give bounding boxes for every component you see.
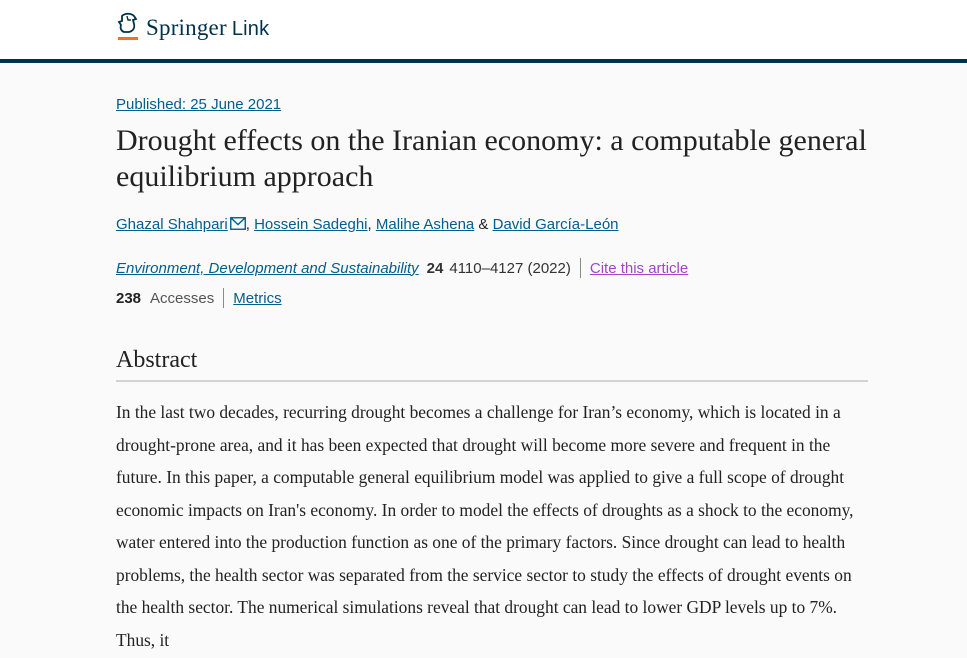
author-ampersand: &	[474, 216, 493, 233]
email-icon[interactable]	[230, 217, 246, 234]
journal-volume: 24	[426, 259, 444, 277]
top-header	[0, 0, 967, 63]
abstract-heading: Abstract	[116, 347, 868, 382]
cite-this-article-link[interactable]: Cite this article	[589, 259, 689, 277]
author-link-4[interactable]: David García-León	[492, 216, 619, 233]
journal-pages: 4110–4127 (2022)	[449, 259, 571, 277]
author-link-3[interactable]: Malihe Ashena	[375, 216, 475, 233]
divider	[223, 288, 224, 308]
author-separator: ,	[245, 216, 255, 233]
author-list	[116, 216, 619, 234]
author-link-1[interactable]: Ghazal Shahpari	[116, 216, 228, 233]
divider	[580, 258, 581, 278]
article-title: Drought effects on the Iranian economy: a computable general equilibrium approach	[116, 124, 867, 193]
published-date-link[interactable]: Published: 25 June 2021	[116, 96, 282, 113]
metrics-line	[116, 288, 282, 308]
brand-wordmark	[146, 15, 269, 41]
springer-link-logo[interactable]	[116, 12, 269, 44]
accesses-count: 238	[116, 289, 142, 307]
accesses-label: Accesses	[150, 289, 215, 307]
brand-name: Springer	[146, 15, 227, 40]
author-separator: ,	[367, 216, 376, 233]
abstract-text: In the last two decades, recurring drought becomes a challenge for Iran’s economy, which is located in a drought-prone area, and it has been expected that drought will become more severe and frequent in the future. In this paper, a computable general equilibrium model was applied to give a full scope of drought economic impacts on Iran's economy. In order to model the effects of droughts as a shock to the economy, water entered into the production function as one of the primary factors. Since drought can lead to health problems, the health sector was separated from the service sector to study the effects of drought events on the health sector. The numerical simulations reveal that drought can lead to lower GDP levels up to 7%. Thus, it	[116, 402, 854, 650]
journal-link[interactable]: Environment, Development and Sustainability	[116, 259, 419, 277]
citation-line	[116, 258, 688, 278]
author-link-2[interactable]: Hossein Sadeghi	[254, 216, 368, 233]
metrics-link[interactable]: Metrics	[233, 289, 282, 307]
springer-horse-icon	[116, 12, 140, 44]
brand-suffix: Link	[231, 18, 270, 40]
